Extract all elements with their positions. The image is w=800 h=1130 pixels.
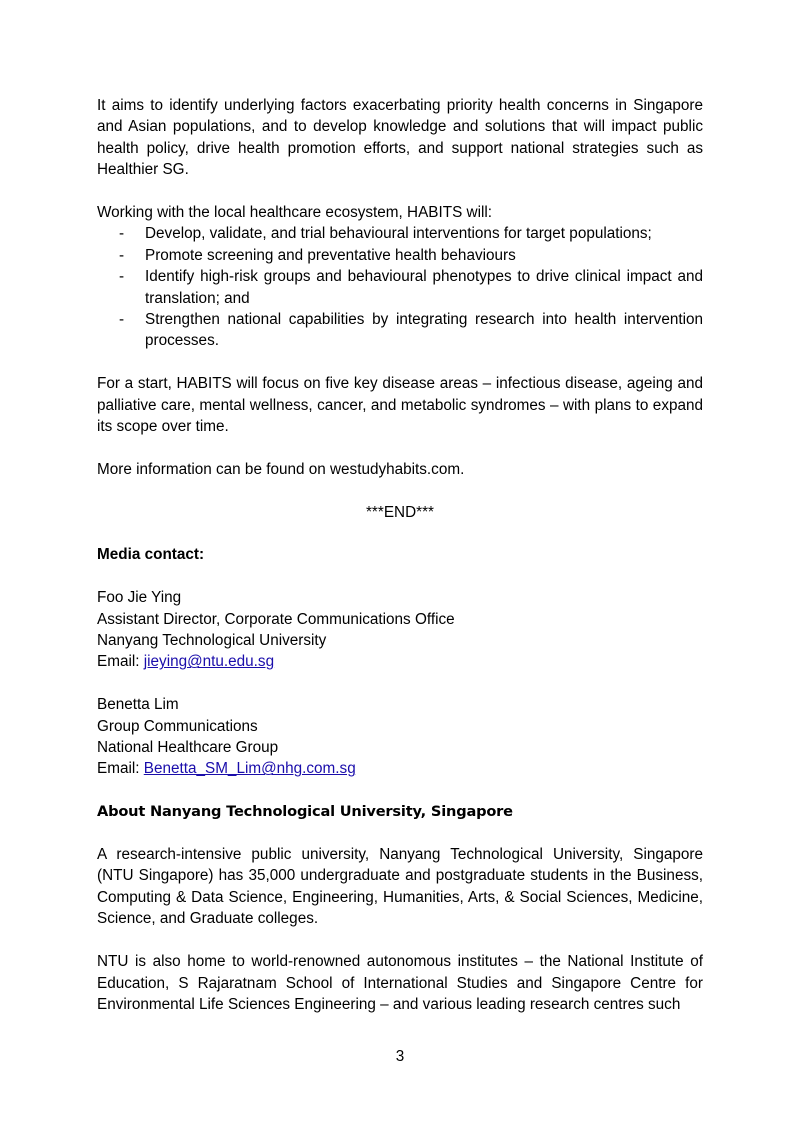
bullet-dash: - (119, 268, 125, 286)
contact-org: National Healthcare Group (97, 739, 279, 757)
contact-title: Assistant Director, Corporate Communications Office (97, 610, 455, 628)
media-contact-heading: Media contact: (97, 546, 205, 564)
habits-goals-list (97, 223, 703, 351)
about-ntu-heading: About Nanyang Technological University, Singapore (97, 803, 513, 821)
page-content (97, 95, 703, 1015)
contact-title: Group Communications (97, 717, 258, 735)
contact-email-line (97, 758, 703, 779)
email-link[interactable]: jieying@ntu.edu.sg (143, 653, 275, 671)
list-item: - Strengthen national capabilities by integrating research into health intervention processes. (119, 311, 703, 350)
bullet-dash: - (119, 225, 125, 243)
bullet-dash: - (119, 246, 125, 264)
contact-name: Foo Jie Ying (97, 589, 182, 607)
list-item: - Identify high-risk groups and behavioural phenotypes to drive clinical impact and translation; and (119, 268, 703, 307)
list-item: - Promote screening and preventative health behaviours (97, 245, 703, 266)
about-paragraph-2: NTU is also home to world-renowned autonomous institutes – the National Institute of Education, S Rajaratnam School of International Studies and Singapore Centre for Environmental Life Sciences Engineering – and various leading research centres such (97, 953, 703, 1013)
intro-aims-paragraph: It aims to identify underlying factors exacerbating priority health concerns in Singapore and Asian populations, and to develop knowledge and solutions that will impact public health policy, drive health promotion efforts, and support national strategies such as Healthier SG. (97, 97, 703, 179)
contact-name: Benetta Lim (97, 696, 179, 714)
contact-org: Nanyang Technological University (97, 632, 327, 650)
email-label: Email: (97, 760, 144, 778)
contact-block (97, 694, 703, 780)
email-label: Email: (97, 653, 144, 671)
end-marker: ***END*** (365, 503, 434, 521)
email-link[interactable]: Benetta_SM_Lim@nhg.com.sg (143, 760, 356, 778)
bullet-dash: - (119, 311, 125, 329)
contact-email-line (97, 651, 703, 672)
more-info-paragraph: More information can be found on westudyhabits.com. (97, 460, 465, 478)
page-number: 3 (395, 1048, 405, 1065)
about-paragraph-1: A research-intensive public university, Nanyang Technological University, Singapore (NTU Singapore) has 35,000 undergraduate and postgraduate students in the Business, Computing & Data Science, Engineering, Humanities, Arts, & Social Sciences, Medicine, Science, and Graduate colleges. (97, 846, 703, 928)
focus-paragraph: For a start, HABITS will focus on five key disease areas – infectious disease, ageing and palliative care, mental wellness, cancer, and metabolic syndromes – with plans to expand its scope over time. (97, 375, 703, 436)
list-item: - Develop, validate, and trial behavioural interventions for target populations; (97, 223, 703, 244)
working-with-paragraph: Working with the local healthcare ecosystem, HABITS will: (97, 204, 493, 222)
contact-block (97, 587, 703, 673)
